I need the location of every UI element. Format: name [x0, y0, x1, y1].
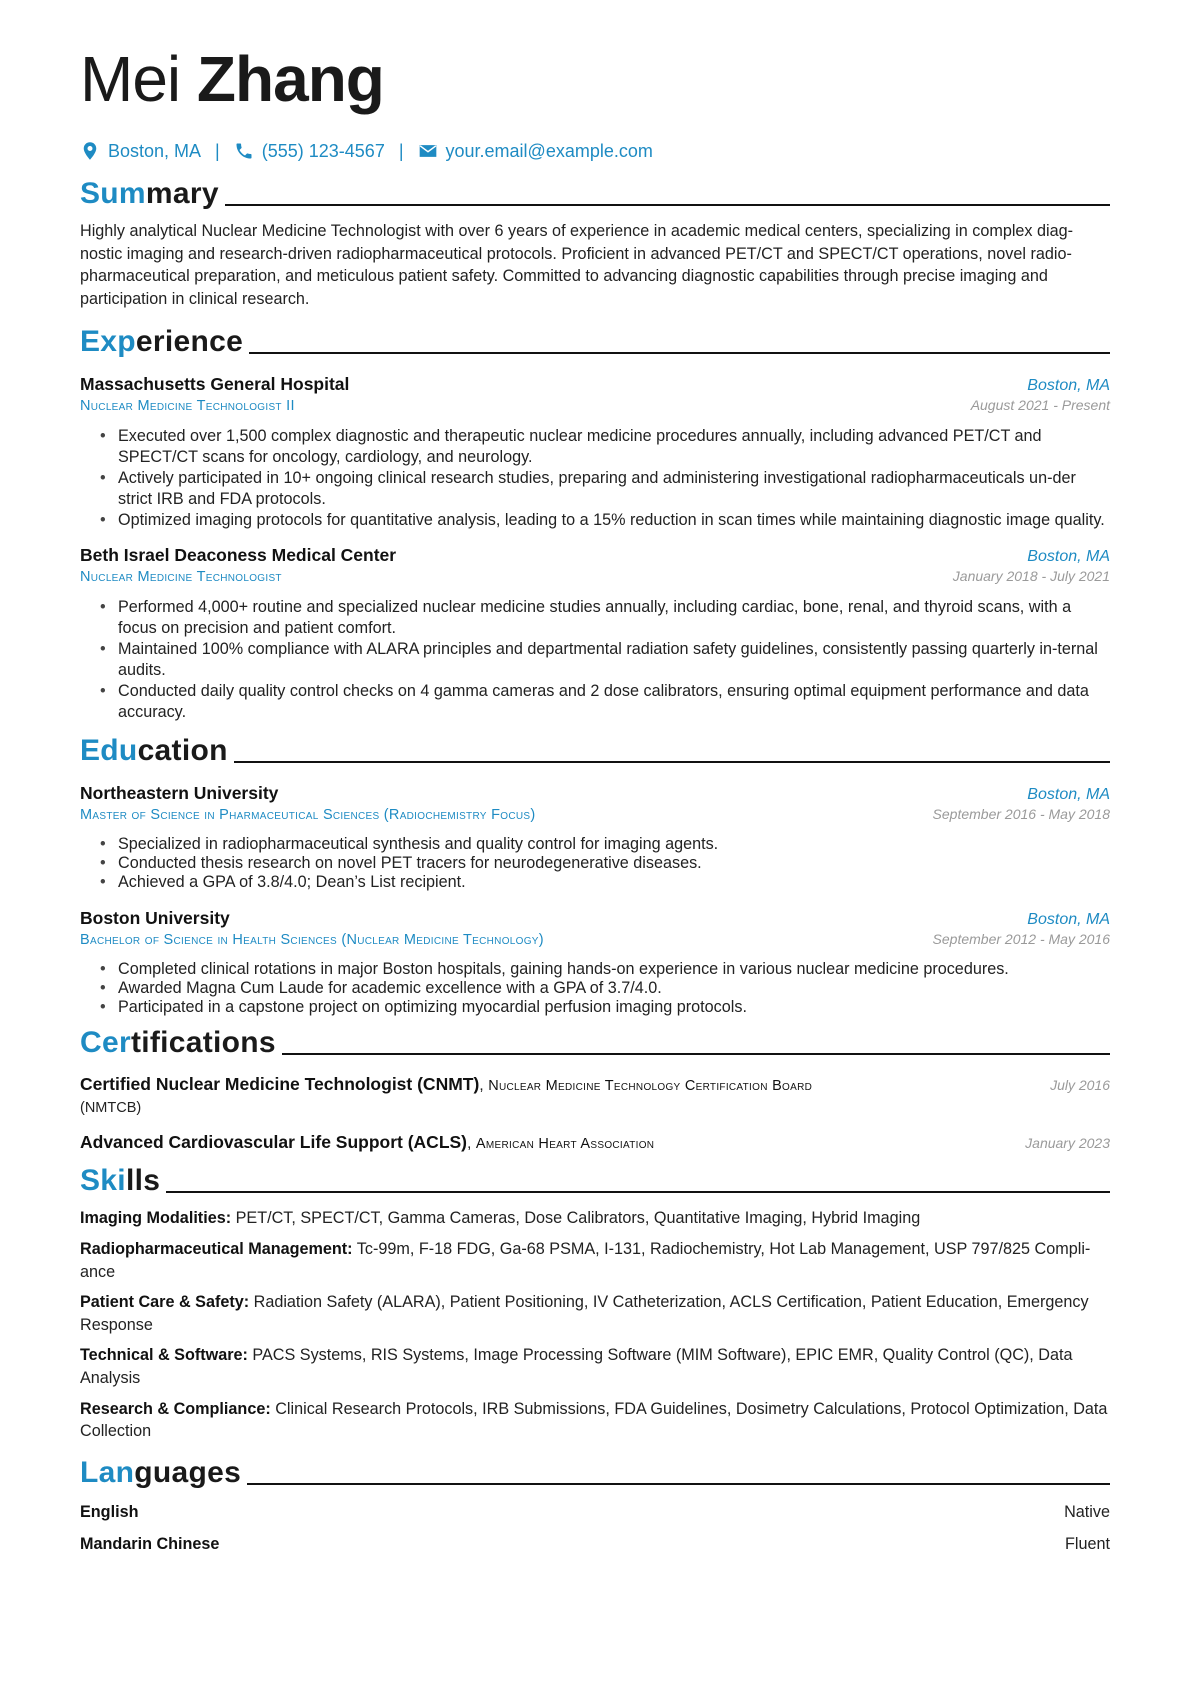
contact-phone	[234, 141, 385, 162]
list-item: • Conducted thesis research on novel PET tracers for neurodegenerative diseases.	[100, 854, 1110, 873]
section-title: Skills	[80, 1164, 161, 1198]
skill-line	[80, 1238, 1110, 1283]
entry-location: Boston, MA	[1027, 377, 1110, 395]
list-item: • Actively participated in 10+ ongoing clinical research studies, preparing and administering investigational radiopharmaceuticals un-der strict IRB and FDA protocols.	[100, 468, 1110, 510]
section-rule	[225, 204, 1110, 206]
skill-value: Clinical Research Protocols, IRB Submissions, FDA Guidelines, Dosimetry Calculations, Protocol Optimization, Data Collection	[80, 1399, 1108, 1441]
experience-entry	[80, 545, 1110, 723]
section-title: Education	[80, 734, 228, 768]
contact-location	[80, 141, 201, 162]
certification-item: Advanced Cardiovascular Life Support (ACLS), American Heart Association January 2023	[80, 1132, 1110, 1153]
section-title: Languages	[80, 1455, 242, 1489]
contact-separator: |	[398, 140, 404, 161]
section-rule	[282, 1053, 1110, 1055]
list-item: • Achieved a GPA of 3.8/4.0; Dean’s List recipient.	[100, 873, 1110, 892]
job-title: Nuclear Medicine Technologist	[80, 569, 282, 586]
section-rule	[249, 352, 1110, 354]
list-item: • Participated in a capstone project on optimizing myocardial perfusion imaging protocols.	[100, 998, 1110, 1017]
list-item: • Optimized imaging protocols for quantitative analysis, leading to a 15% reduction in scan times while maintaining diagnostic image quality.	[100, 510, 1110, 531]
certification-date: January 2023	[1025, 1135, 1110, 1152]
entry-location: Boston, MA	[1027, 786, 1110, 804]
section-rule	[247, 1483, 1110, 1485]
skill-line	[80, 1207, 1110, 1230]
summary-heading	[80, 174, 1110, 212]
experience-entry	[80, 374, 1110, 531]
language-item	[80, 1501, 1110, 1523]
degree-title: Master of Science in Pharmaceutical Sciences (Radiochemistry Focus)	[80, 807, 536, 824]
summary-text: Highly analytical Nuclear Medicine Technologist with over 6 years of experience in academic medical centers, specializing in complex diag-nostic imaging and research-driven radiopharmaceutical protocols. Proficient in advanced PET/CT and SPECT/CT operations, novel radio-pharmaceutical preparation, and meticulous patient safety. Committed to advancing diagnostic capabilities through precise imaging and participation in clinical research.	[80, 222, 1074, 308]
skill-label: Technical & Software:	[80, 1346, 248, 1365]
skills-heading	[80, 1161, 1110, 1199]
list-item: • Conducted daily quality control checks on 4 gamma cameras and 2 dose calibrators, ensuring optimal equipment performance and data accuracy.	[100, 681, 1110, 723]
location-pin-icon	[80, 141, 100, 161]
education-heading	[80, 731, 1110, 769]
entry-dates: August 2021 - Present	[970, 397, 1110, 414]
section-title: Summary	[80, 177, 219, 210]
certification-issuer: American Heart Association	[475, 1136, 655, 1153]
list-item: • Completed clinical rotations in major Boston hospitals, gaining hands-on experience in various nuclear medicine procedures.	[100, 960, 1110, 979]
bullet-list	[80, 960, 1110, 1017]
certification-date: July 2016	[1050, 1077, 1110, 1094]
language-level: Fluent	[1065, 1534, 1110, 1553]
list-item: • Maintained 100% compliance with ALARA principles and departmental radiation safety guidelines, consistently passing quarterly in-ternal audits.	[100, 639, 1110, 681]
first-name: Mei	[80, 43, 181, 115]
location-text: Boston, MA	[108, 140, 202, 161]
languages-heading	[80, 1453, 1110, 1491]
certification-issuer-abbr: (NMTCB)	[80, 1100, 142, 1117]
phone-text: (555) 123-4567	[261, 140, 385, 161]
section-rule	[166, 1191, 1110, 1193]
bullet-list	[80, 597, 1110, 723]
job-title: Nuclear Medicine Technologist II	[80, 398, 295, 415]
certification-item: Certified Nuclear Medicine Technologist (CNMT), Nuclear Medicine Technology Certification Board (NMTCB) July 2016	[80, 1074, 1110, 1117]
section-title: Certifications	[80, 1026, 276, 1060]
skill-value: PACS Systems, RIS Systems, Image Processing Software (MIM Software), EPIC EMR, Quality Control (QC), Data Analysis	[80, 1346, 1073, 1387]
skill-value: Tc-99m, F-18 FDG, Ga-68 PSMA, I-131, Radiochemistry, Hot Lab Management, USP 797/825 Compli-ance	[80, 1239, 1091, 1281]
certification-title: Advanced Cardiovascular Life Support (ACLS)	[80, 1132, 468, 1153]
language-item	[80, 1533, 1110, 1555]
language-name: English	[80, 1502, 139, 1521]
skill-label: Radiopharmaceutical Management:	[80, 1239, 353, 1258]
email-link[interactable]: your.email@example.com	[445, 140, 653, 161]
list-item: • Performed 4,000+ routine and specialized nuclear medicine studies annually, including cardiac, bone, renal, and thyroid scans, with a focus on precision and patient comfort.	[100, 597, 1110, 639]
bullet-list	[80, 835, 1110, 892]
last-name: Zhang	[196, 43, 384, 115]
skill-value: PET/CT, SPECT/CT, Gamma Cameras, Dose Calibrators, Quantitative Imaging, Hybrid Imaging	[235, 1209, 921, 1228]
employer-name: Massachusetts General Hospital	[80, 374, 350, 395]
bullet-list	[80, 426, 1110, 531]
education-entry	[80, 908, 1110, 1017]
section-title: Experience	[80, 325, 244, 359]
contact-separator: |	[215, 140, 220, 161]
entry-location: Boston, MA	[1027, 911, 1110, 929]
skill-line	[80, 1344, 1110, 1389]
entry-dates: September 2012 - May 2016	[932, 931, 1110, 948]
contact-bar	[80, 136, 1110, 166]
certification-title: Certified Nuclear Medicine Technologist (CNMT)	[80, 1074, 480, 1095]
entry-location: Boston, MA	[1027, 548, 1110, 566]
entry-dates: September 2016 - May 2018	[932, 806, 1110, 823]
certifications-heading	[80, 1023, 1110, 1061]
phone-icon	[234, 141, 254, 161]
language-level: Native	[1064, 1502, 1110, 1521]
experience-heading	[80, 322, 1110, 360]
contact-email[interactable]	[418, 141, 653, 162]
list-item: • Executed over 1,500 complex diagnostic and therapeutic nuclear medicine procedures annually, including advanced PET/CT and SPECT/CT scans for oncology, cardiology, and neurology.	[100, 426, 1110, 468]
candidate-name	[80, 40, 1110, 118]
entry-dates: January 2018 - July 2021	[952, 568, 1110, 585]
skill-line	[80, 1398, 1110, 1443]
list-item: • Awarded Magna Cum Laude for academic excellence with a GPA of 3.7/4.0.	[100, 979, 1110, 998]
skill-label: Patient Care & Safety:	[80, 1293, 250, 1312]
degree-title: Bachelor of Science in Health Sciences (Nuclear Medicine Technology)	[80, 932, 544, 949]
list-item: • Specialized in radiopharmaceutical synthesis and quality control for imaging agents.	[100, 835, 1110, 854]
section-rule	[234, 761, 1110, 763]
skill-label: Imaging Modalities:	[80, 1209, 232, 1228]
language-name: Mandarin Chinese	[80, 1534, 220, 1553]
education-entry	[80, 783, 1110, 892]
school-name: Boston University	[80, 908, 230, 929]
skill-label: Research & Compliance:	[80, 1399, 271, 1418]
school-name: Northeastern University	[80, 783, 279, 804]
envelope-icon	[418, 141, 438, 161]
certification-issuer: Nuclear Medicine Technology Certification Board	[488, 1078, 813, 1095]
skill-line	[80, 1291, 1110, 1336]
skill-value: Radiation Safety (ALARA), Patient Positioning, IV Catheterization, ACLS Certification, Patient Education, Emergency Response	[80, 1293, 1089, 1334]
employer-name: Beth Israel Deaconess Medical Center	[80, 545, 397, 566]
